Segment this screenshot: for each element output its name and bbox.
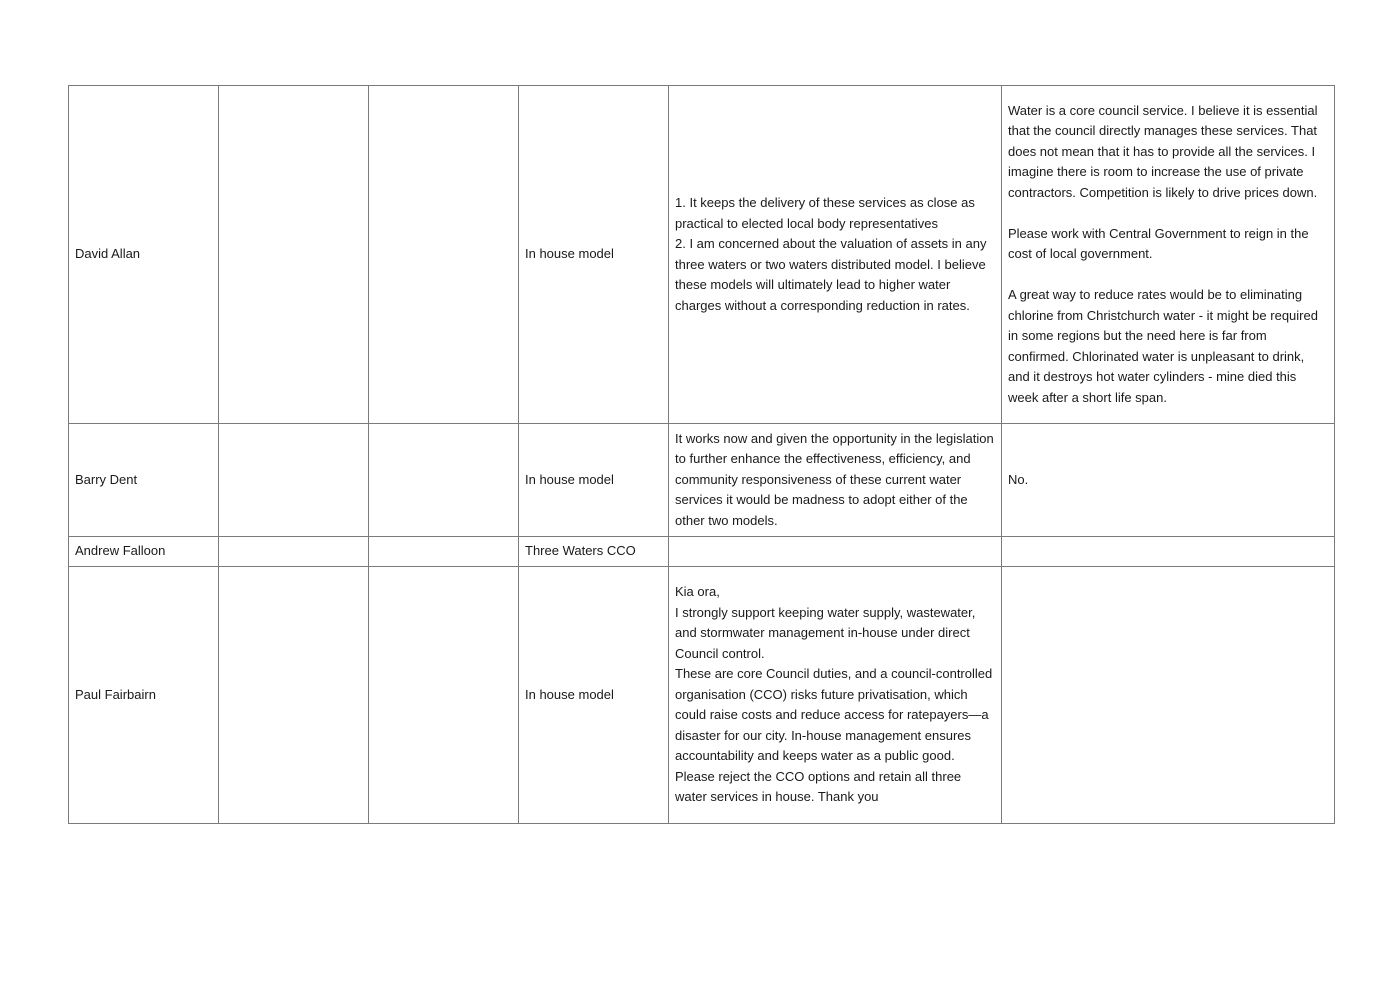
empty-cell [219,537,369,567]
table-row [69,86,1335,424]
empty-cell [369,86,519,424]
empty-cell [369,537,519,567]
submitter-name-cell: David Allan [69,86,219,424]
preferred-model-cell: Three Waters CCO [519,537,669,567]
empty-cell [369,424,519,537]
empty-cell [219,424,369,537]
reason-cell: Kia ora, I strongly support keeping water supply, wastewater, and stormwater management in-house under direct Council control. These are core Council duties, and a council-controlled organisation (CCO) risks future privatisation, which could raise costs and reduce access for ratepayers—a disaster for our city. In-house management ensures accountability and keeps water as a public good. Please reject the CCO options and retain all three water services in house. Thank you [669,567,1002,824]
preferred-model-cell: In house model [519,567,669,824]
table-row [69,537,1335,567]
empty-cell [369,567,519,824]
preferred-model-cell: In house model [519,424,669,537]
table-row [69,424,1335,537]
comments-cell [1002,537,1335,567]
preferred-model-cell: In house model [519,86,669,424]
submitter-name-cell: Paul Fairbairn [69,567,219,824]
reason-cell [669,537,1002,567]
table-row [69,567,1335,824]
comments-cell [1002,567,1335,824]
comments-cell: Water is a core council service. I believe it is essential that the council directly manages these services. That does not mean that it has to provide all the services. I imagine there is room to increase the use of private contractors. Competition is likely to drive prices down. Please work with Central Government to reign in the cost of local government. A great way to reduce rates would be to eliminating chlorine from Christchurch water - it might be required in some regions but the need here is far from confirmed. Chlorinated water is unpleasant to drink, and it destroys hot water cylinders - mine died this week after a short life span. [1002,86,1335,424]
empty-cell [219,86,369,424]
empty-cell [219,567,369,824]
reason-cell: 1. It keeps the delivery of these services as close as practical to elected local body representatives 2. I am concerned about the valuation of assets in any three waters or two waters distributed model. I believe these models will ultimately lead to higher water charges without a corresponding reduction in rates. [669,86,1002,424]
submissions-table [68,85,1335,824]
submitter-name-cell: Barry Dent [69,424,219,537]
reason-cell: It works now and given the opportunity in the legislation to further enhance the effectiveness, efficiency, and community responsiveness of these current water services it would be madness to adopt either of the other two models. [669,424,1002,537]
comments-cell: No. [1002,424,1335,537]
submitter-name-cell: Andrew Falloon [69,537,219,567]
